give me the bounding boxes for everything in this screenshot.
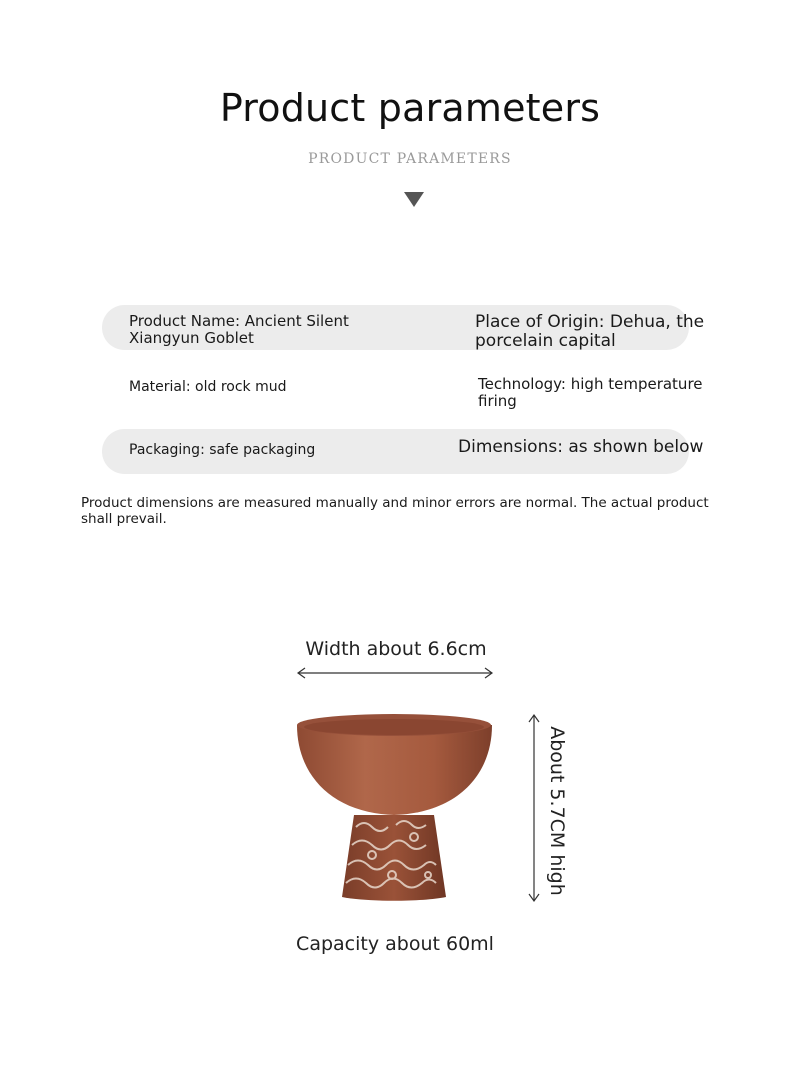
triangle-down-icon	[404, 192, 424, 207]
goblet-image	[292, 705, 497, 905]
height-arrow-icon	[526, 712, 542, 904]
width-label: Width about 6.6cm	[305, 638, 487, 660]
param-technology: Technology: high temperature firing	[478, 375, 703, 410]
param-dimensions: Dimensions: as shown below	[458, 437, 704, 457]
param-material: Material: old rock mud	[129, 379, 287, 395]
width-arrow-icon	[294, 665, 496, 681]
param-place-of-origin: Place of Origin: Dehua, the porcelain capital	[475, 312, 705, 351]
param-packaging: Packaging: safe packaging	[129, 442, 316, 458]
height-label: About 5.7CM high	[546, 726, 568, 896]
capacity-label: Capacity about 60ml	[296, 933, 494, 955]
measurement-note: Product dimensions are measured manually and minor errors are normal. The actual product shall prevail.	[81, 495, 709, 527]
page-title: Product parameters	[219, 86, 601, 130]
page-subtitle: PRODUCT PARAMETERS	[308, 151, 512, 167]
param-product-name: Product Name: Ancient Silent Xiangyun Goblet	[129, 312, 349, 347]
